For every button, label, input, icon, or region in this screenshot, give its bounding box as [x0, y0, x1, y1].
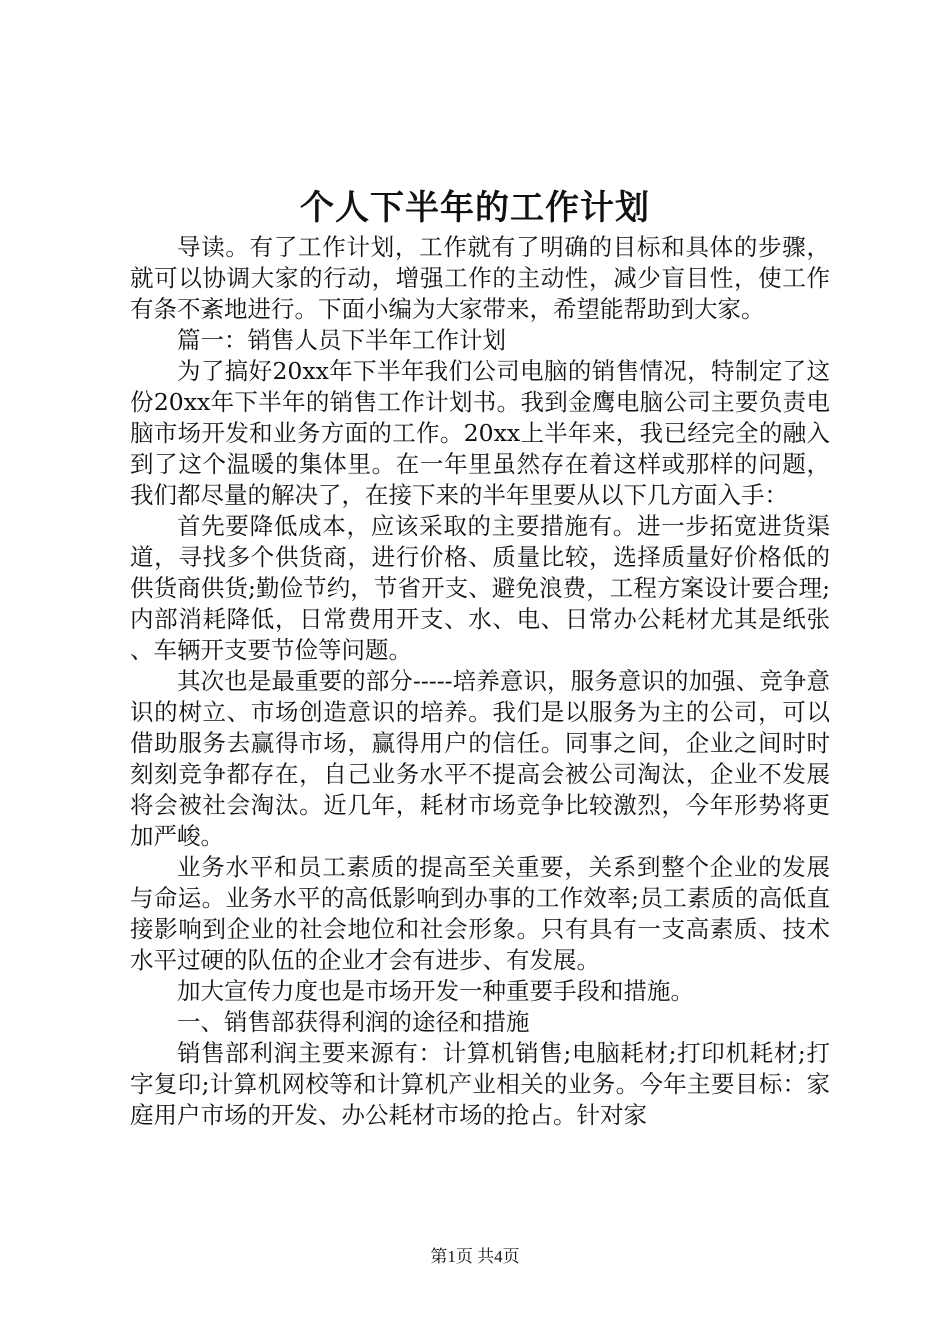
- document-body: [130, 232, 830, 1131]
- section-heading: 一、销售部获得利润的途径和措施: [177, 1008, 530, 1036]
- paragraph: 为了搞好20xx年下半年我们公司电脑的销售情况，特制定了这份20xx年下半年的销售工作计划书。我到金鹰电脑公司主要负责电脑市场开发和业务方面的工作。20xx上半年来，我已经完全的融入到了这个温暖的集体里。在一年里虽然存在着这样或那样的问题，我们都尽量的解决了，在接下来的半年里要从以下几方面入手：: [130, 357, 830, 509]
- section-heading-part-one: 篇一：销售人员下半年工作计划: [177, 326, 506, 354]
- document-title: 个人下半年的工作计划: [300, 188, 650, 228]
- paragraph-intro: 导读。有了工作计划，工作就有了明确的目标和具体的步骤，就可以协调大家的行动，增强工作的主动性，减少盲目性，使工作有条不紊地进行。下面小编为大家带来，希望能帮助到大家。: [130, 233, 830, 323]
- paragraph: 销售部利润主要来源有：计算机销售;电脑耗材;打印机耗材;打字复印;计算机网校等和计算机产业相关的业务。今年主要目标：家庭用户市场的开发、办公耗材市场的抢占。针对家: [130, 1039, 830, 1129]
- paragraph: 加大宣传力度也是市场开发一种重要手段和措施。: [177, 977, 694, 1005]
- page-footer: 第1页 共4页: [430, 1247, 520, 1266]
- paragraph: 其次也是最重要的部分-----培养意识，服务意识的加强、竞争意识的树立、市场创造意识的培养。我们是以服务为主的公司，可以借助服务去赢得市场，赢得用户的信任。同事之间，企业之间时时刻刻竞争都存在，自己业务水平不提高会被公司淘汰，企业不发展将会被社会淘汰。近几年，耗材市场竞争比较激烈，今年形势将更加严峻。: [130, 667, 830, 850]
- paragraph: 首先要降低成本，应该采取的主要措施有。进一步拓宽进货渠道，寻找多个供货商，进行价格、质量比较，选择质量好价格低的供货商供货;勤俭节约，节省开支、避免浪费，工程方案设计要合理;内部消耗降低，日常费用开支、水、电、日常办公耗材尤其是纸张、车辆开支要节俭等问题。: [130, 512, 830, 664]
- paragraph: 业务水平和员工素质的提高至关重要，关系到整个企业的发展与命运。业务水平的高低影响到办事的工作效率;员工素质的高低直接影响到企业的社会地位和社会形象。只有具有一支高素质、技术水平过硬的队伍的企业才会有进步、有发展。: [130, 853, 830, 974]
